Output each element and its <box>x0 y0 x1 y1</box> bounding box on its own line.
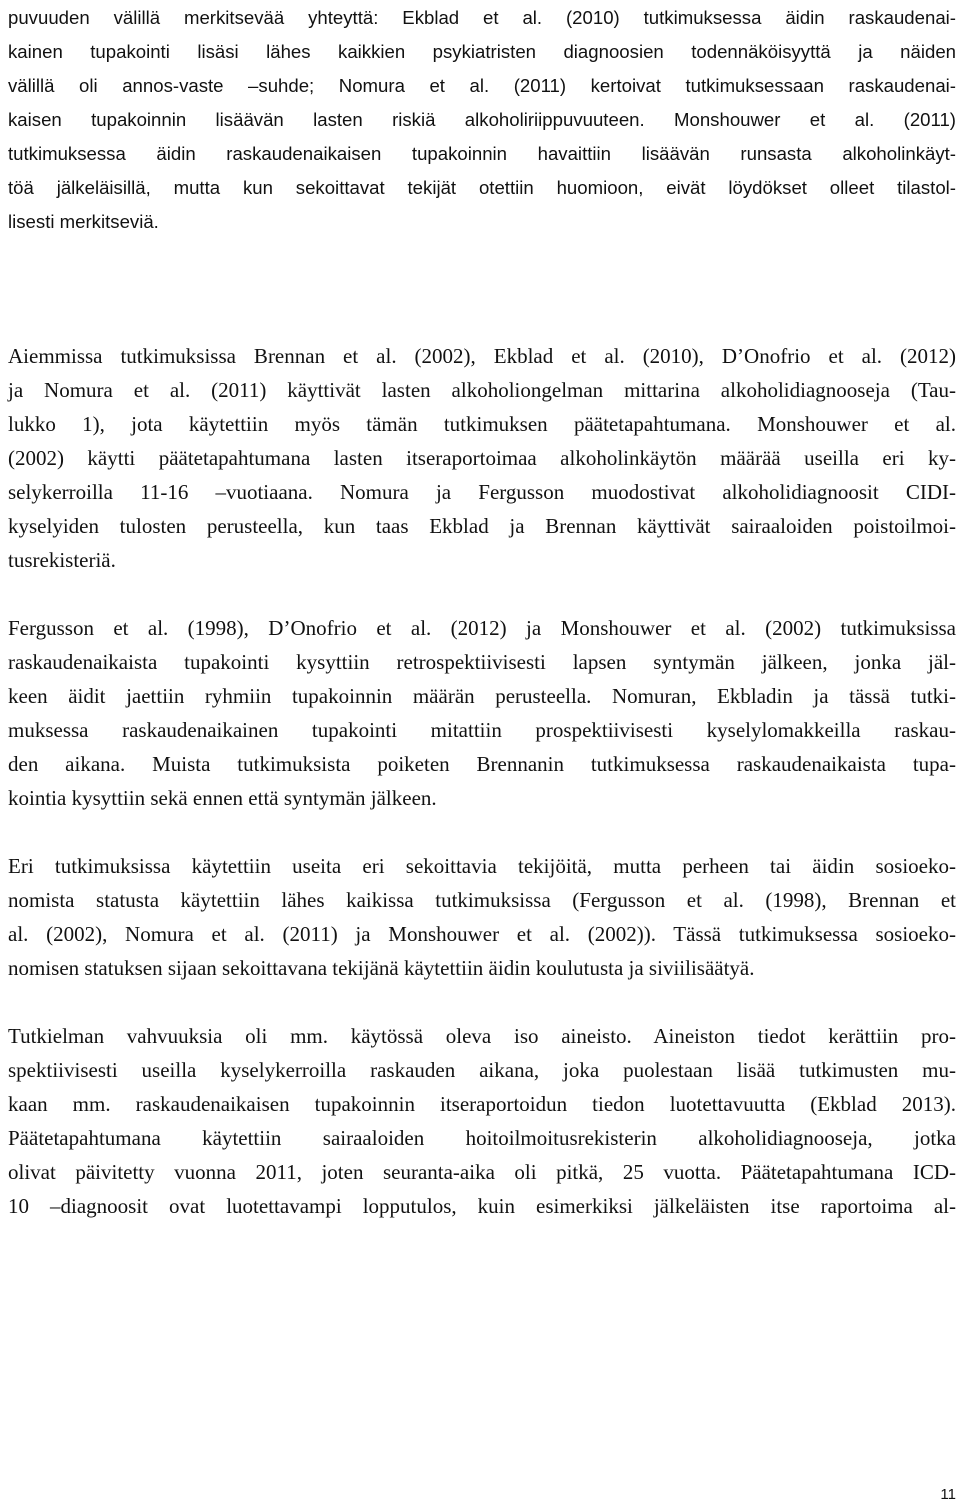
text-line: ja Nomura et al. (2011) käyttivät lasten alkoholiongelman mittarina alkoholidiagnooseja (Tau- <box>8 378 956 402</box>
text-line: keen äidit jaettiin ryhmiin tupakoinnin määrän perusteella. Nomuran, Ekbladin ja tässä tutki- <box>8 684 956 708</box>
text-line: kyselyiden tulosten perusteella, kun taas Ekblad ja Brennan käyttivät sairaaloiden poistoilmoi- <box>8 514 956 538</box>
text-line: al. (2002), Nomura et al. (2011) ja Monshouwer et al. (2002)). Tässä tutkimuksessa sosioeko- <box>8 922 956 946</box>
text-line: lukko 1), jota käytettiin myös tämän tutkimuksen päätetapahtumana. Monshouwer et al. <box>8 412 956 436</box>
text-line: selykerroilla 11-16 –vuotiaana. Nomura ja Fergusson muodostivat alkoholidiagnoosit CIDI- <box>8 480 956 504</box>
text-line: Aiemmissa tutkimuksissa Brennan et al. (2002), Ekblad et al. (2010), D’Onofrio et al. (2012) <box>8 344 956 368</box>
text-line: Tutkielman vahvuuksia oli mm. käytössä oleva iso aineisto. Aineiston tiedot kerättiin pro- <box>8 1024 956 1048</box>
text-line: välillä oli annos-vaste –suhde; Nomura et al. (2011) kertoivat tutkimuksessaan raskaudenai- <box>8 75 956 96</box>
text-line: Fergusson et al. (1998), D’Onofrio et al. (2012) ja Monshouwer et al. (2002) tutkimuksissa <box>8 616 956 640</box>
text-line: töä jälkeläisillä, mutta kun sekoittavat tekijät otettiin huomioon, eivät löydökset olleet tilastol- <box>8 177 956 198</box>
text-line: kaisen tupakoinnin lisäävän lasten riskiä alkoholiriippuvuuteen. Monshouwer et al. (2011) <box>8 109 956 130</box>
text-line: 10 –diagnoosit ovat luotettavampi lopputulos, kuin esimerkiksi jälkeläisten itse raportoima al- <box>8 1194 956 1218</box>
text-line: olivat päivitetty vuonna 2011, joten seuranta-aika oli pitkä, 25 vuotta. Päätetapahtumana ICD- <box>8 1160 956 1184</box>
text-line: nomisen statuksen sijaan sekoittavana tekijänä käytettiin äidin koulutusta ja siviilisäätyä. <box>8 956 755 980</box>
text-line: kointia kysyttiin sekä ennen että syntymän jälkeen. <box>8 786 437 810</box>
text-line: kainen tupakointi lisäsi lähes kaikkien psykiatristen diagnoosien todennäköisyyttä ja näiden <box>8 41 956 62</box>
text-line: muksessa raskaudenaikainen tupakointi mitattiin prospektiivisesti kyselylomakkeilla raskau- <box>8 718 956 742</box>
text-line: tutkimuksessa äidin raskaudenaikaisen tupakoinnin havaittiin lisäävän runsasta alkoholinkäyt- <box>8 143 956 164</box>
text-line: kaan mm. raskaudenaikaisen tupakoinnin itseraportoidun tiedon luotettavuutta (Ekblad 2013). <box>8 1092 956 1116</box>
text-line: Päätetapahtumana käytettiin sairaaloiden hoitoilmoitusrekisterin alkoholidiagnooseja, jotka <box>8 1126 956 1150</box>
text-line: (2002) käytti päätetapahtumana lasten itseraportoimaa alkoholinkäytön määrää useilla eri ky- <box>8 446 956 470</box>
text-line: puvuuden välillä merkitsevää yhteyttä: Ekblad et al. (2010) tutkimuksessa äidin raskaudenai- <box>8 7 956 28</box>
text-line: spektiivisesti useilla kyselykerroilla raskauden aikana, joka puolestaan lisää tutkimusten mu- <box>8 1058 956 1082</box>
text-line: Eri tutkimuksissa käytettiin useita eri sekoittavia tekijöitä, mutta perheen tai äidin sosioeko- <box>8 854 956 878</box>
text-line: tusrekisteriä. <box>8 548 116 572</box>
page-number: 11 <box>940 1486 956 1503</box>
text-line: den aikana. Muista tutkimuksista poiketen Brennanin tutkimuksessa raskaudenaikaista tupa- <box>8 752 956 776</box>
text-line: nomista statusta käytettiin lähes kaikissa tutkimuksissa (Fergusson et al. (1998), Brennan et <box>8 888 956 912</box>
text-line: lisesti merkitseviä. <box>8 211 159 232</box>
text-line: raskaudenaikaista tupakointi kysyttiin retrospektiivisesti lapsen syntymän jälkeen, jonka jäl- <box>8 650 956 674</box>
